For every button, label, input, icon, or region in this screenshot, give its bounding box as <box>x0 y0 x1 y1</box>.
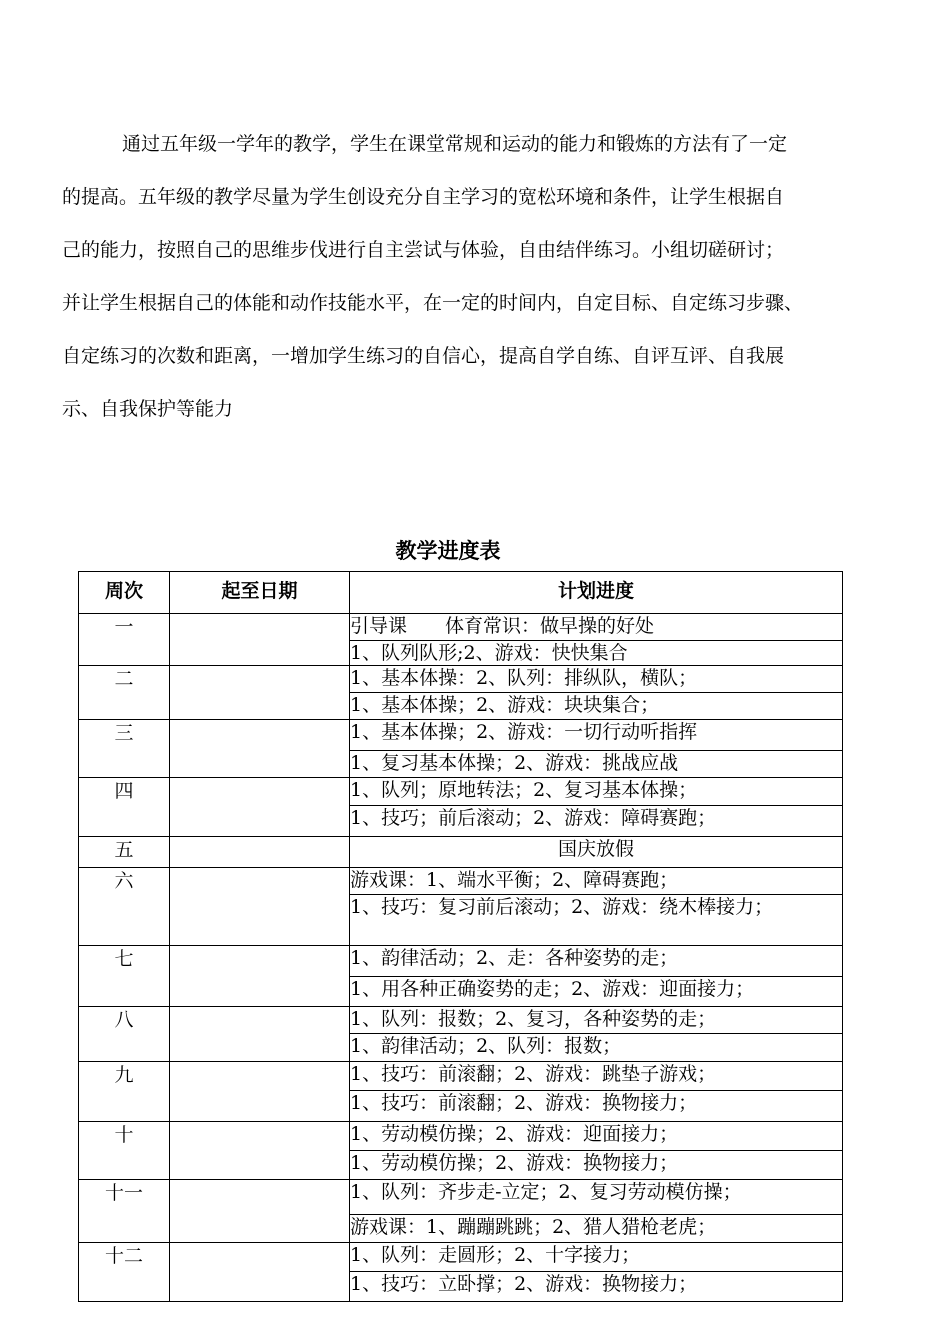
plan-cell: 1、基本体操；2、游戏：块块集合； <box>350 693 843 720</box>
date-cell <box>170 666 350 720</box>
week-cell: 三 <box>79 720 170 778</box>
plan-cell: 1、基本体操；2、游戏：一切行动听指挥 <box>350 720 843 751</box>
intro-paragraph <box>62 118 907 436</box>
plan-cell: 1、劳动模仿操；2、游戏：换物接力； <box>350 1151 843 1180</box>
date-cell <box>170 614 350 666</box>
header-week: 周次 <box>79 572 170 614</box>
intro-line: 的提高。五年级的教学尽量为学生创设充分自主学习的宽松环境和条件，让学生根据自 <box>62 186 785 208</box>
table-row <box>79 837 843 868</box>
table-header-row <box>79 572 843 614</box>
table-row <box>79 1243 843 1272</box>
plan-cell: 1、技巧：立卧撑；2、游戏：换物接力； <box>350 1272 843 1302</box>
date-cell <box>170 1062 350 1122</box>
plan-cell: 引导课 体育常识：做早操的好处 <box>350 614 843 641</box>
plan-cell: 游戏课：1、端水平衡；2、障碍赛跑； <box>350 868 843 895</box>
schedule-table <box>78 571 843 1302</box>
plan-cell: 1、技巧：前滚翻；2、游戏：换物接力； <box>350 1091 843 1122</box>
date-cell <box>170 1180 350 1243</box>
plan-cell: 1、技巧：复习前后滚动；2、游戏：绕木棒接力； <box>350 895 843 946</box>
date-cell <box>170 868 350 946</box>
week-cell: 五 <box>79 837 170 868</box>
table-row <box>79 1007 843 1034</box>
plan-cell: 1、韵律活动；2、队列：报数； <box>350 1034 843 1062</box>
week-cell: 一 <box>79 614 170 666</box>
plan-cell: 1、用各种正确姿势的走；2、游戏：迎面接力； <box>350 977 843 1007</box>
plan-cell: 1、队列队形;2、游戏：快快集合 <box>350 641 843 666</box>
plan-cell: 1、基本体操：2、队列：排纵队，横队； <box>350 666 843 693</box>
week-cell: 二 <box>79 666 170 720</box>
date-cell <box>170 1007 350 1062</box>
table-row <box>79 1180 843 1215</box>
plan-cell: 1、技巧；前后滚动；2、游戏：障碍赛跑； <box>350 806 843 837</box>
plan-cell: 1、复习基本体操；2、游戏：挑战应战 <box>350 751 843 778</box>
intro-line: 通过五年级一学年的教学，学生在课堂常规和运动的能力和锻炼的方法有了一定 <box>122 133 788 155</box>
plan-cell: 1、技巧：前滚翻；2、游戏：跳垫子游戏； <box>350 1062 843 1091</box>
plan-cell: 1、劳动模仿操；2、游戏：迎面接力； <box>350 1122 843 1151</box>
intro-line: 示、自我保护等能力 <box>62 398 234 420</box>
table-row <box>79 946 843 977</box>
week-cell: 八 <box>79 1007 170 1062</box>
intro-line: 己的能力，按照自己的思维步伐进行自主尝试与体验，自由结伴练习。小组切磋研讨； <box>62 239 785 261</box>
plan-cell: 1、队列；原地转法；2、复习基本体操； <box>350 778 843 806</box>
week-cell: 十一 <box>79 1180 170 1243</box>
table-row <box>79 1122 843 1151</box>
table-row <box>79 614 843 641</box>
date-cell <box>170 946 350 1007</box>
table-row <box>79 666 843 693</box>
week-cell: 四 <box>79 778 170 837</box>
schedule-title: 教学进度表 <box>395 539 501 563</box>
date-cell <box>170 837 350 868</box>
week-cell: 十 <box>79 1122 170 1180</box>
plan-cell: 1、队列：报数；2、复习，各种姿势的走； <box>350 1007 843 1034</box>
week-cell: 十二 <box>79 1243 170 1302</box>
plan-cell: 国庆放假 <box>350 837 843 868</box>
plan-cell: 1、队列：齐步走-立定；2、复习劳动模仿操； <box>350 1180 843 1215</box>
table-row <box>79 868 843 895</box>
header-date: 起至日期 <box>170 572 350 614</box>
table-row <box>79 720 843 751</box>
date-cell <box>170 1122 350 1180</box>
intro-line: 自定练习的次数和距离，一增加学生练习的自信心，提高自学自练、自评互评、自我展 <box>62 345 785 367</box>
date-cell <box>170 1243 350 1302</box>
plan-cell: 游戏课：1、蹦蹦跳跳；2、猎人猎枪老虎； <box>350 1215 843 1243</box>
date-cell <box>170 778 350 837</box>
plan-cell: 1、队列：走圆形；2、十字接力； <box>350 1243 843 1272</box>
table-row <box>79 778 843 806</box>
date-cell <box>170 720 350 778</box>
table-row <box>79 1062 843 1091</box>
week-cell: 七 <box>79 946 170 1007</box>
plan-cell: 1、韵律活动；2、走：各种姿势的走； <box>350 946 843 977</box>
intro-line: 并让学生根据自己的体能和动作技能水平，在一定的时间内，自定目标、自定练习步骤、 <box>62 292 804 314</box>
week-cell: 九 <box>79 1062 170 1122</box>
week-cell: 六 <box>79 868 170 946</box>
header-plan: 计划进度 <box>350 572 843 614</box>
